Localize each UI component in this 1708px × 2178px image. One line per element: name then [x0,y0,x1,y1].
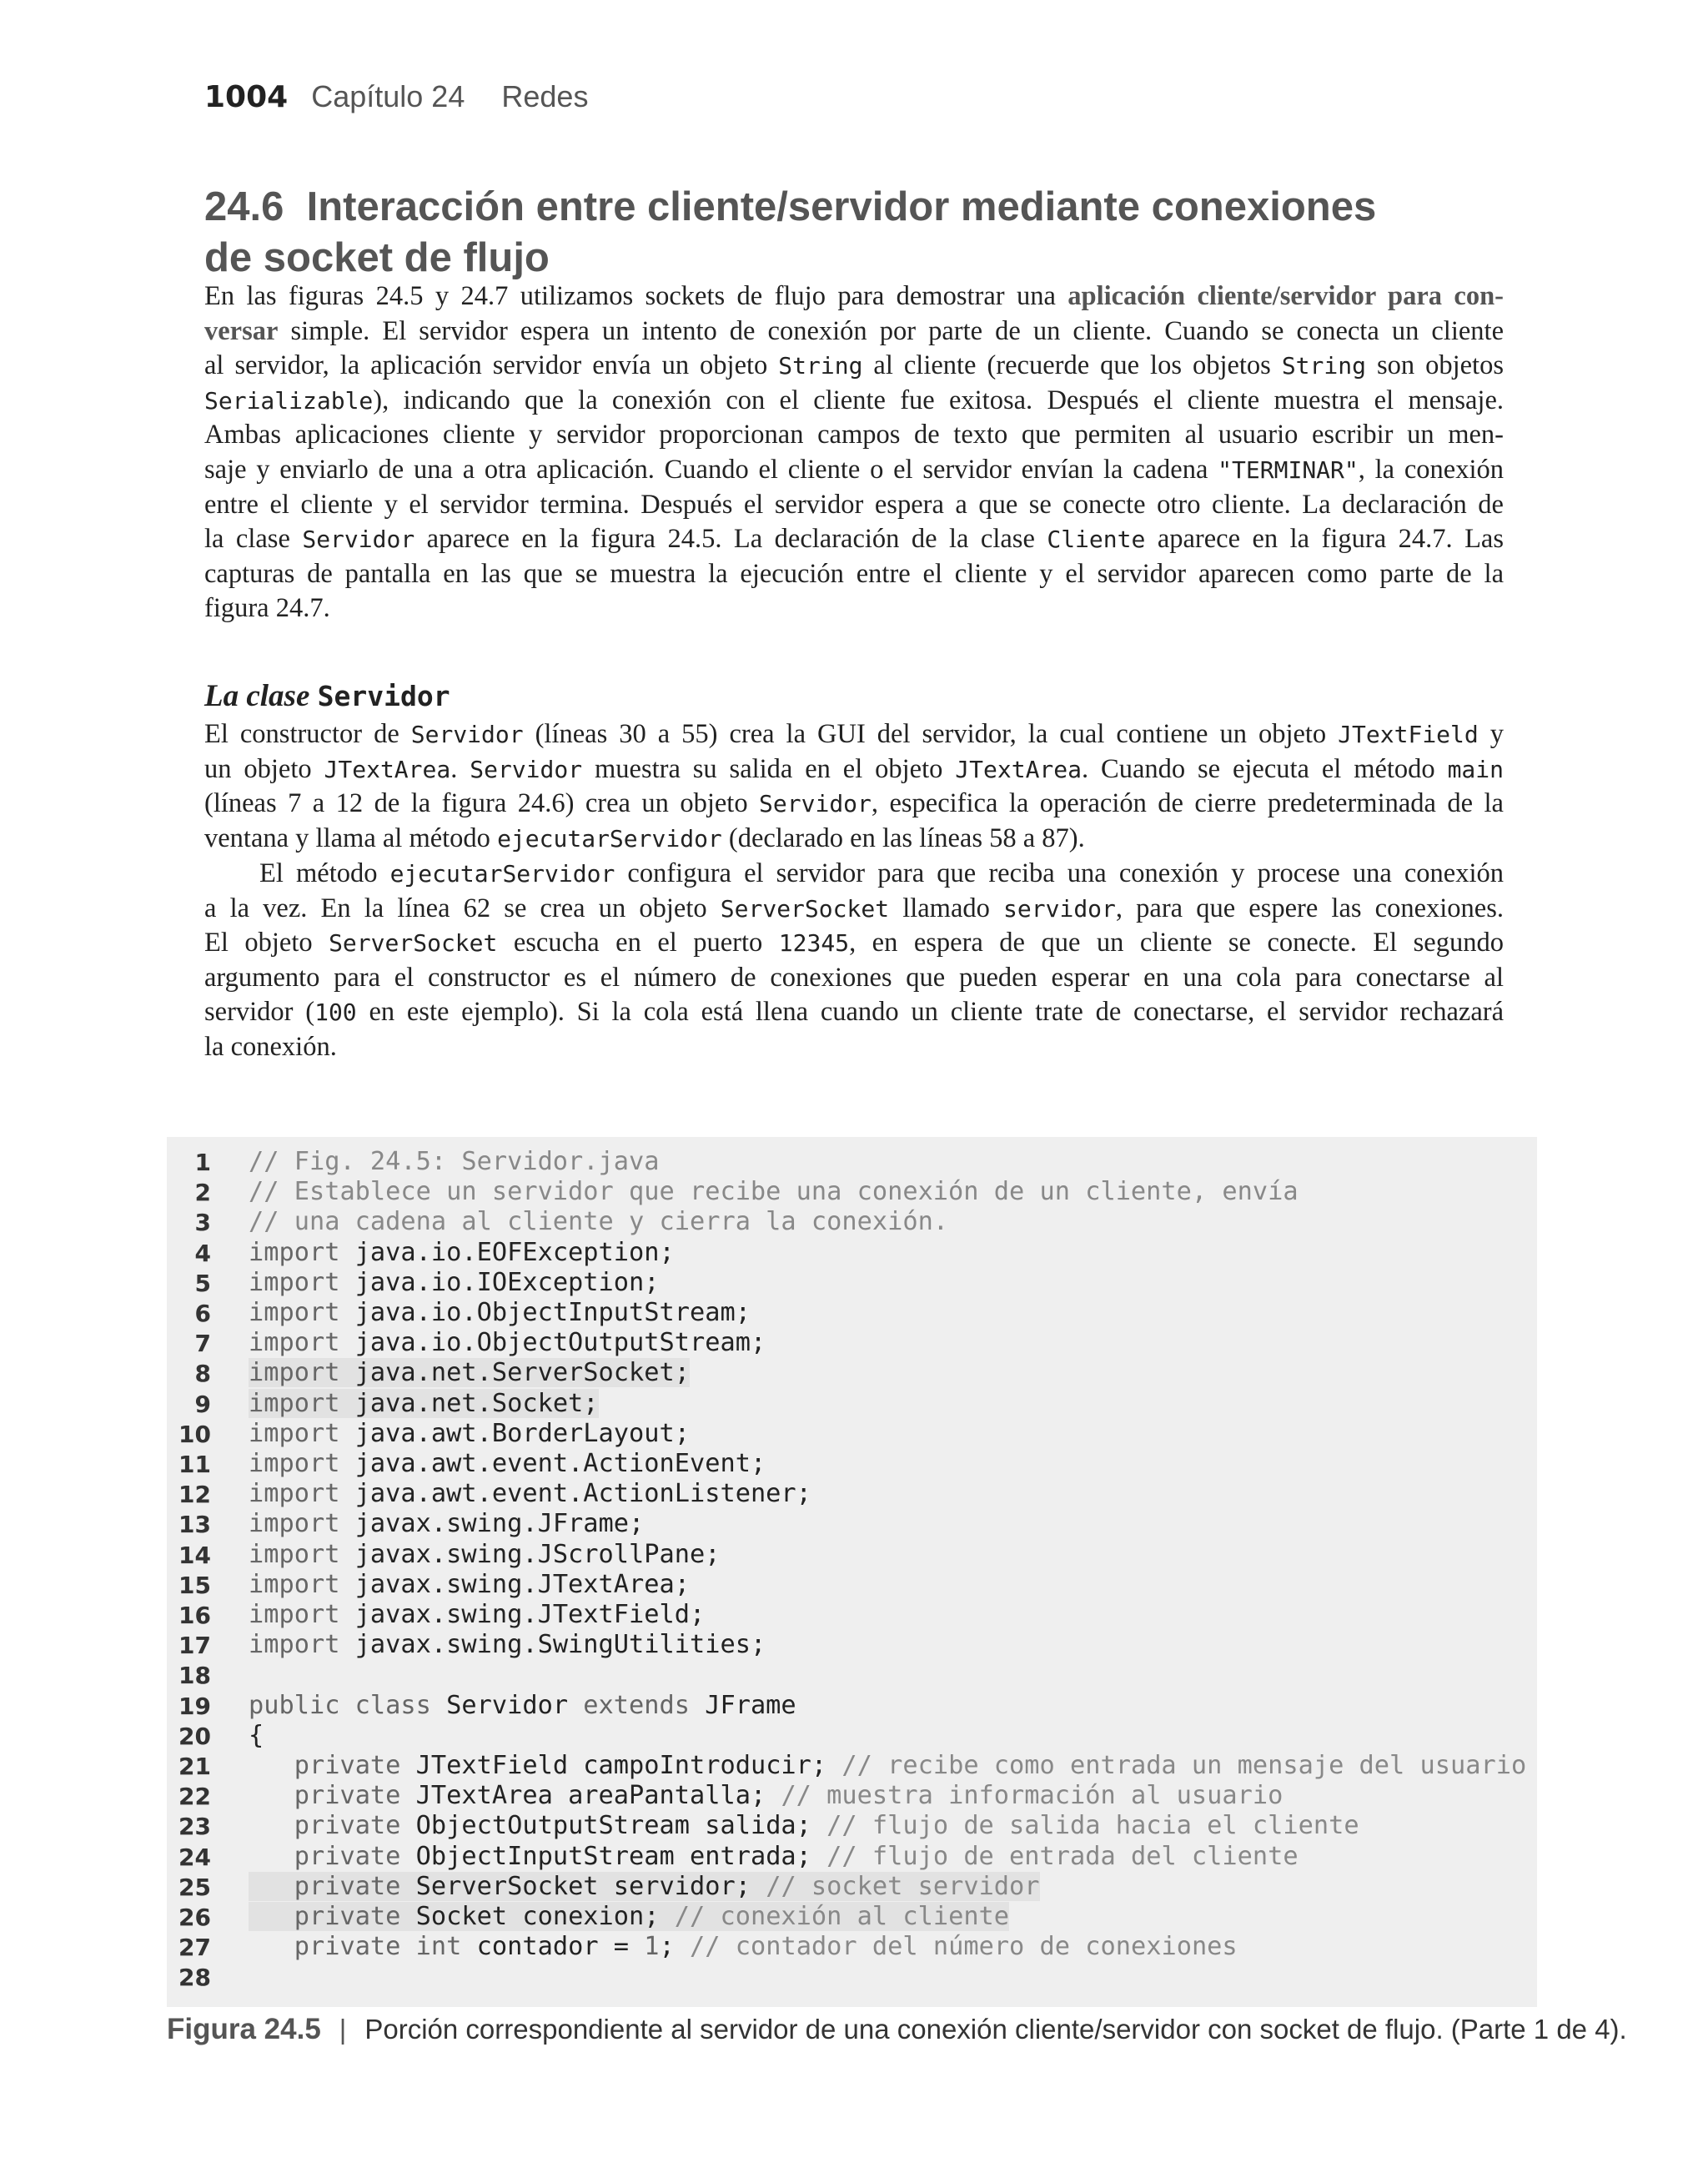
text-line [204,557,1504,592]
code-token [249,1842,294,1871]
text-run: capturas de pantalla en las que se muestra la ejecución entre el cliente y el servidor aparecen como parte de la [204,558,1504,589]
text-line [204,961,1504,996]
text-run: muestra su salida en el objeto [582,753,956,784]
inline-code: JTextArea [955,755,1082,783]
code-token: javax.swing.SwingUtilities; [339,1630,766,1660]
code-text [249,1751,1526,1780]
line-number: 4 [194,1239,211,1267]
code-token: javax.swing.JTextArea; [339,1569,690,1599]
text-run: y [1478,719,1504,749]
code-text [249,1419,690,1448]
line-number: 1 [194,1149,211,1176]
code-token: ObjectInputStream entrada; [400,1841,827,1871]
code-token: java.net.Socket; [339,1388,599,1418]
code-text [249,1207,948,1236]
code-token: javax.swing.JScrollPane; [339,1539,721,1569]
code-keyword: import [249,1449,340,1478]
ejecutar-servidor-paragraph [204,857,1504,1065]
constructor-paragraph [204,717,1504,856]
code-keyword: import [249,1418,340,1448]
code-comment: // Establece un servidor que recibe una conexión de un cliente, envía [249,1177,1299,1207]
text-line [204,314,1504,350]
chapter-title: Redes [501,79,589,113]
line-number: 27 [178,1934,211,1962]
inline-code: Servidor [410,721,524,748]
code-text [249,1328,766,1357]
text-run: a la vez. En la línea 62 se crea un objeto [204,893,721,923]
code-text [249,1600,705,1629]
text-run: llamado [889,893,1004,923]
code-keyword: private [294,1902,401,1931]
text-line [204,752,1504,787]
line-number: 14 [178,1541,211,1569]
text-run: saje y enviarlo de una a otra aplicación. Cuando el cliente o el servidor envían la cadena [204,454,1218,485]
inline-code: Servidor [470,755,583,783]
inline-code: ejecutarServidor [497,824,722,853]
inline-code: Servidor [302,526,415,554]
line-number: 10 [178,1420,211,1448]
code-keyword: import [249,1388,340,1418]
line-number: 26 [178,1904,211,1931]
code-comment: // recibe como entrada un mensaje del usuario [841,1751,1527,1780]
inline-code: ejecutarServidor [389,860,615,888]
section-title-line2: de socket de flujo [204,235,550,280]
text-run: aparece en la figura 24.5. La declaración de la clase [414,524,1047,555]
line-number: 18 [178,1662,211,1690]
code-text [249,1872,1040,1901]
chapter-label: Capítulo 24 [311,79,465,113]
code-text [249,1570,690,1599]
inline-code: Cliente [1047,526,1146,554]
code-text [249,1540,720,1569]
section-title-line1: 24.6 Interacción entre cliente/servidor mediante conexiones [204,184,1377,229]
inline-code: main [1447,755,1505,783]
code-text [249,1479,811,1508]
text-run: configura el servidor para que reciba una conexión y procese una conexión [615,858,1504,888]
text-line [204,926,1504,961]
text-line [204,488,1504,523]
code-token: java.io.IOException; [339,1267,660,1297]
code-keyword: private [294,1781,401,1811]
subsection-heading [204,678,450,714]
code-token: contador = [461,1932,645,1962]
line-number: 16 [178,1602,211,1629]
code-token: java.awt.BorderLayout; [339,1418,690,1448]
code-comment: // muestra información al usuario [781,1781,1284,1811]
code-comment: // conexión al cliente [674,1902,1010,1931]
text-run: aparece en la figura 24.7. Las [1145,524,1504,555]
inline-code: Servidor [759,790,872,818]
code-token [249,1932,294,1961]
code-token: { [249,1720,264,1750]
text-run: un objeto [204,753,324,784]
code-text [249,1781,1283,1810]
code-token: java.awt.event.ActionListener; [339,1479,811,1509]
text-run: (líneas 7 a 12 de la figura 24.6) crea un objeto [204,788,760,819]
code-text [249,1630,766,1659]
code-keyword: import [249,1328,340,1358]
code-text [249,1509,644,1538]
running-head [204,79,588,114]
code-text [249,1268,660,1297]
inline-code: String [1281,352,1366,380]
code-text [249,1811,1359,1840]
code-text [249,1298,751,1327]
code-text [249,1177,1299,1206]
text-line [204,857,1504,892]
code-token [249,1751,294,1780]
code-token [249,1872,294,1901]
code-token [249,1781,294,1810]
text-line [204,995,1504,1030]
code-keyword: import [249,1569,340,1599]
text-run: ventana y llama al método [204,822,498,853]
code-token: java.io.ObjectInputStream; [339,1298,751,1327]
code-keyword: import [249,1267,340,1297]
code-token [249,1902,294,1931]
text-line [204,279,1504,314]
line-number: 7 [194,1330,211,1358]
line-number: 3 [194,1209,211,1237]
inline-code: JTextField [1338,721,1479,748]
code-token: JFrame [689,1690,796,1720]
code-token: ; [659,1932,691,1962]
code-keyword: private [294,1871,401,1901]
code-keyword: import [249,1600,340,1629]
text-line [204,453,1504,488]
code-keyword: import [249,1358,340,1388]
code-comment: // una cadena al cliente y cierra la conexión. [249,1207,949,1237]
line-number: 11 [178,1451,211,1478]
code-token: java.net.ServerSocket; [339,1358,690,1388]
code-text [249,1842,1299,1871]
text-run: . [450,753,470,784]
text-line [204,591,1504,626]
inline-code: ServerSocket [720,894,890,923]
code-token: ObjectOutputStream salida; [400,1811,827,1841]
line-number: 15 [178,1571,211,1599]
text-run: argumento para el constructor es el número de conexiones que pueden esperar en una cola para conectarse al [204,962,1504,993]
text-run: En las figuras 24.5 y 24.7 utilizamos sockets de flujo para demostrar una [204,281,1068,311]
code-keyword: public class [249,1690,431,1720]
text-run: , en espera de que un cliente se conecte. El segundo [849,928,1504,958]
intro-paragraph [204,279,1504,626]
code-keyword: import [249,1539,340,1569]
code-token: java.io.ObjectOutputStream; [339,1328,766,1358]
code-token: java.awt.event.ActionEvent; [339,1449,766,1478]
text-run: , especifica la operación de cierre predeterminada de la [871,788,1504,819]
text-run: servidor ( [204,997,315,1028]
text-line [204,384,1504,419]
text-run: , la conexión [1358,454,1504,485]
code-text [249,1389,599,1418]
code-keyword: import [249,1630,340,1660]
line-number: 28 [178,1964,211,1992]
text-line [204,717,1504,752]
text-run: ), indicando que la conexión con el cliente fue exitosa. Después el cliente muestra el mensaje. [373,385,1504,415]
code-token: JTextField campoIntroducir; [400,1751,842,1780]
text-line [204,822,1504,857]
code-text [249,1902,1009,1931]
code-keyword: import [249,1479,340,1509]
inline-code: Serializable [204,386,374,415]
code-keyword: private [294,1751,401,1780]
code-comment: // Fig. 24.5: Servidor.java [249,1147,660,1176]
inline-code: servidor [1003,894,1116,923]
inline-code: ServerSocket [329,929,498,958]
code-keyword: import [249,1237,340,1267]
figure-caption [167,2013,1627,2046]
text-line [204,787,1504,822]
code-token: JTextArea areaPantalla; [400,1781,781,1811]
code-comment: // flujo de entrada del cliente [826,1841,1299,1871]
text-run: en este ejemplo). Si la cola está llena cuando un cliente trate de conectarse, el servidor rechazará [356,997,1504,1028]
code-keyword: import [249,1509,340,1539]
line-number: 19 [178,1692,211,1720]
text-run: al servidor, la aplicación servidor envía un objeto [204,350,779,381]
code-comment: // socket servidor [766,1871,1040,1901]
inline-code: 100 [314,998,357,1027]
inline-code: JTextArea [324,755,451,783]
text-run: (declarado en las líneas 58 a 87). [721,822,1085,853]
code-token: Socket conexion; [400,1902,675,1931]
text-run: El constructor de [204,719,411,749]
code-text [249,1238,675,1267]
code-comment: // contador del número de conexiones [690,1932,1238,1962]
key-term: aplicación cliente/servidor para con- [1068,281,1504,311]
caption-text: Porción correspondiente al servidor de una conexión cliente/servidor con socket de flujo. (Parte 1 de 4). [364,2014,1627,2045]
text-run: escucha en el puerto [497,928,779,958]
code-token: ServerSocket servidor; [400,1871,766,1901]
line-number: 13 [178,1511,211,1539]
text-run: (líneas 30 a 55) crea la GUI del servidor, la cual contiene un objeto [523,719,1339,749]
caption-separator: | [339,2014,347,2045]
code-token: javax.swing.JFrame; [339,1509,645,1539]
code-comment: // flujo de salida hacia el cliente [826,1811,1359,1841]
line-number: 22 [178,1783,211,1811]
line-number: 6 [194,1300,211,1327]
text-run: entre el cliente y el servidor termina. Después el servidor espera a que se conecte otro cliente. La declaración de [204,489,1504,520]
line-number: 8 [194,1360,211,1388]
code-token: java.io.EOFException; [339,1237,675,1267]
line-number: 25 [178,1873,211,1901]
inline-code: String [778,352,863,380]
text-run: , para que espere las conexiones. [1115,893,1504,923]
line-number: 9 [194,1390,211,1418]
code-keyword: private [294,1811,401,1841]
text-line [204,418,1504,453]
code-token [249,1811,294,1840]
text-run: la conexión. [204,1031,337,1062]
text-run: figura 24.7. [204,593,330,624]
code-keyword: extends [583,1690,690,1720]
text-run: . Cuando se ejecuta el método [1082,753,1448,784]
code-text [249,1932,1238,1961]
text-run: la clase [204,524,303,555]
figure-label: Figura 24.5 [167,2013,321,2045]
text-run: El método [259,858,390,888]
line-number: 21 [178,1753,211,1780]
line-number: 20 [178,1722,211,1750]
line-number: 17 [178,1632,211,1660]
inline-code: 12345 [778,929,850,958]
line-number: 5 [194,1269,211,1297]
line-number: 24 [178,1843,211,1871]
code-keyword: import [249,1298,340,1327]
subsection-class-name: Servidor [317,680,450,712]
code-keyword: private [294,1841,401,1871]
code-keyword: 1 [644,1932,660,1962]
text-run: son objetos [1365,350,1504,381]
subsection-prefix: La clase [204,679,318,713]
text-run: Ambas aplicaciones cliente y servidor proporcionan campos de texto que permiten al usuario escribir un men- [204,420,1504,450]
line-number: 2 [194,1179,211,1207]
code-text [249,1358,690,1387]
text-line [204,892,1504,927]
code-keyword: private int [294,1932,462,1962]
line-number: 23 [178,1813,211,1841]
text-run: El objeto [204,928,329,958]
text-line [204,1030,1504,1065]
inline-code: "TERMINAR" [1218,455,1359,484]
code-text [249,1147,660,1176]
code-text [249,1691,796,1720]
code-listing [167,1137,1537,2007]
section-title [204,182,1376,284]
page-number: 1004 [204,80,289,114]
text-line [204,349,1504,384]
text-line [204,522,1504,557]
code-token: javax.swing.JTextField; [339,1600,706,1629]
key-term: versar [204,315,279,346]
text-run: simple. El servidor espera un intento de conexión por parte de un cliente. Cuando se conecta un cliente [278,315,1504,346]
text-run: al cliente (recuerde que los objetos [862,350,1282,381]
code-text [249,1449,766,1478]
line-number: 12 [178,1481,211,1509]
code-token: Servidor [430,1690,584,1720]
code-text [249,1721,264,1750]
